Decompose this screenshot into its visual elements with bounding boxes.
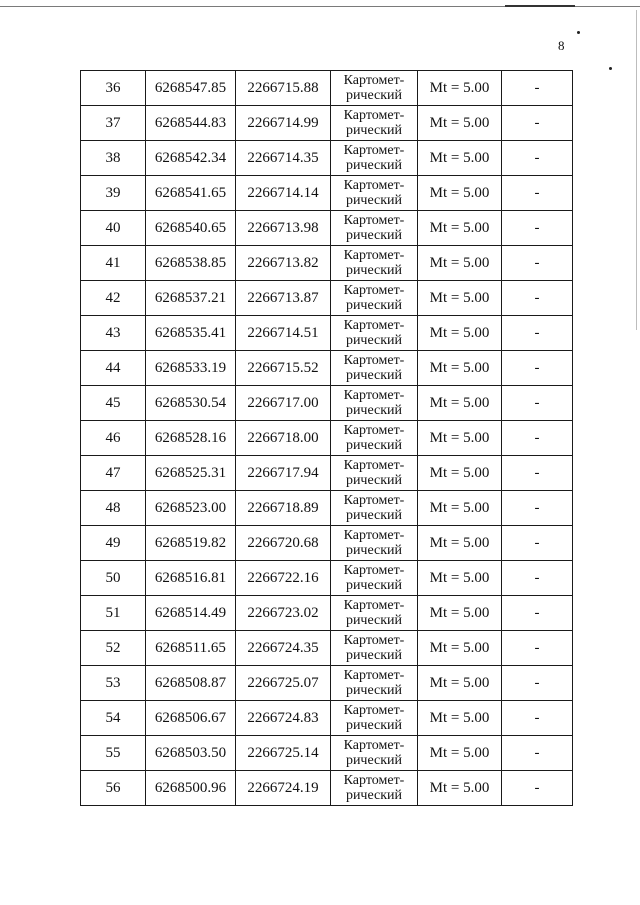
- point-number-cell: 53: [81, 666, 146, 701]
- point-number-cell: 46: [81, 421, 146, 456]
- table-row: [81, 421, 573, 456]
- table-row: [81, 316, 573, 351]
- accuracy-cell: Mt = 5.00: [418, 281, 502, 316]
- note-cell: -: [502, 246, 573, 281]
- point-number-cell: 50: [81, 561, 146, 596]
- accuracy-cell: Mt = 5.00: [418, 491, 502, 526]
- method-cell: [331, 386, 418, 421]
- scan-speck: [577, 31, 580, 34]
- method-line-2: рический: [345, 473, 403, 488]
- accuracy-cell: Mt = 5.00: [418, 631, 502, 666]
- y-coordinate-cell: 2266724.35: [236, 631, 331, 666]
- table-row: [81, 141, 573, 176]
- table-row: [81, 246, 573, 281]
- table-row: [81, 526, 573, 561]
- table-row: [81, 351, 573, 386]
- method-line-2: рический: [345, 333, 403, 348]
- accuracy-cell: Mt = 5.00: [418, 596, 502, 631]
- y-coordinate-cell: 2266715.88: [236, 71, 331, 106]
- x-coordinate-cell: 6268516.81: [146, 561, 236, 596]
- y-coordinate-cell: 2266715.52: [236, 351, 331, 386]
- table-row: [81, 561, 573, 596]
- note-cell: -: [502, 631, 573, 666]
- x-coordinate-cell: 6268538.85: [146, 246, 236, 281]
- x-coordinate-cell: 6268535.41: [146, 316, 236, 351]
- method-line-2: рический: [345, 263, 403, 278]
- x-coordinate-cell: 6268514.49: [146, 596, 236, 631]
- method-line-1: Картомет-: [343, 703, 405, 718]
- table-row: [81, 71, 573, 106]
- table-row: [81, 456, 573, 491]
- table-row: [81, 491, 573, 526]
- method-line-2: рический: [345, 508, 403, 523]
- method-cell: [331, 526, 418, 561]
- y-coordinate-cell: 2266714.35: [236, 141, 331, 176]
- accuracy-cell: Mt = 5.00: [418, 211, 502, 246]
- x-coordinate-cell: 6268511.65: [146, 631, 236, 666]
- method-cell: [331, 316, 418, 351]
- method-cell: [331, 421, 418, 456]
- method-line-1: Картомет-: [343, 318, 405, 333]
- method-line-2: рический: [345, 613, 403, 628]
- accuracy-cell: Mt = 5.00: [418, 736, 502, 771]
- x-coordinate-cell: 6268523.00: [146, 491, 236, 526]
- point-number-cell: 48: [81, 491, 146, 526]
- method-line-2: рический: [345, 158, 403, 173]
- table-row: [81, 211, 573, 246]
- method-line-1: Картомет-: [343, 213, 405, 228]
- x-coordinate-cell: 6268530.54: [146, 386, 236, 421]
- y-coordinate-cell: 2266717.00: [236, 386, 331, 421]
- method-line-2: рический: [345, 718, 403, 733]
- method-cell: [331, 281, 418, 316]
- method-cell: [331, 141, 418, 176]
- method-line-2: рический: [345, 438, 403, 453]
- note-cell: -: [502, 491, 573, 526]
- note-cell: -: [502, 421, 573, 456]
- method-line-2: рический: [345, 648, 403, 663]
- y-coordinate-cell: 2266723.02: [236, 596, 331, 631]
- method-cell: [331, 596, 418, 631]
- method-line-1: Картомет-: [343, 668, 405, 683]
- method-line-2: рический: [345, 123, 403, 138]
- y-coordinate-cell: 2266714.14: [236, 176, 331, 211]
- note-cell: -: [502, 386, 573, 421]
- scan-speck: [609, 67, 612, 70]
- table-row: [81, 176, 573, 211]
- y-coordinate-cell: 2266714.51: [236, 316, 331, 351]
- note-cell: -: [502, 561, 573, 596]
- method-cell: [331, 211, 418, 246]
- x-coordinate-cell: 6268508.87: [146, 666, 236, 701]
- y-coordinate-cell: 2266725.14: [236, 736, 331, 771]
- method-cell: [331, 666, 418, 701]
- y-coordinate-cell: 2266720.68: [236, 526, 331, 561]
- method-line-2: рический: [345, 368, 403, 383]
- point-number-cell: 49: [81, 526, 146, 561]
- point-number-cell: 41: [81, 246, 146, 281]
- method-line-2: рический: [345, 543, 403, 558]
- method-line-1: Картомет-: [343, 143, 405, 158]
- accuracy-cell: Mt = 5.00: [418, 316, 502, 351]
- method-line-2: рический: [345, 298, 403, 313]
- accuracy-cell: Mt = 5.00: [418, 666, 502, 701]
- method-cell: [331, 176, 418, 211]
- table-row: [81, 631, 573, 666]
- note-cell: -: [502, 176, 573, 211]
- method-line-1: Картомет-: [343, 423, 405, 438]
- x-coordinate-cell: 6268506.67: [146, 701, 236, 736]
- accuracy-cell: Mt = 5.00: [418, 561, 502, 596]
- note-cell: -: [502, 106, 573, 141]
- method-cell: [331, 456, 418, 491]
- method-line-1: Картомет-: [343, 388, 405, 403]
- note-cell: -: [502, 526, 573, 561]
- x-coordinate-cell: 6268500.96: [146, 771, 236, 806]
- note-cell: -: [502, 596, 573, 631]
- point-number-cell: 36: [81, 71, 146, 106]
- method-cell: [331, 631, 418, 666]
- method-line-1: Картомет-: [343, 738, 405, 753]
- point-number-cell: 42: [81, 281, 146, 316]
- accuracy-cell: Mt = 5.00: [418, 141, 502, 176]
- method-line-2: рический: [345, 88, 403, 103]
- accuracy-cell: Mt = 5.00: [418, 246, 502, 281]
- method-line-1: Картомет-: [343, 178, 405, 193]
- point-number-cell: 51: [81, 596, 146, 631]
- method-line-1: Картомет-: [343, 563, 405, 578]
- method-line-2: рический: [345, 193, 403, 208]
- method-cell: [331, 71, 418, 106]
- point-number-cell: 52: [81, 631, 146, 666]
- method-line-2: рический: [345, 228, 403, 243]
- accuracy-cell: Mt = 5.00: [418, 701, 502, 736]
- x-coordinate-cell: 6268503.50: [146, 736, 236, 771]
- page-number: 8: [558, 38, 565, 53]
- note-cell: -: [502, 316, 573, 351]
- note-cell: -: [502, 736, 573, 771]
- method-line-2: рический: [345, 788, 403, 803]
- accuracy-cell: Mt = 5.00: [418, 176, 502, 211]
- method-line-2: рический: [345, 578, 403, 593]
- table-row: [81, 281, 573, 316]
- method-line-1: Картомет-: [343, 633, 405, 648]
- table-row: [81, 736, 573, 771]
- accuracy-cell: Mt = 5.00: [418, 456, 502, 491]
- method-line-1: Картомет-: [343, 493, 405, 508]
- x-coordinate-cell: 6268533.19: [146, 351, 236, 386]
- note-cell: -: [502, 701, 573, 736]
- method-line-2: рический: [345, 753, 403, 768]
- table-row: [81, 386, 573, 421]
- method-cell: [331, 106, 418, 141]
- y-coordinate-cell: 2266724.83: [236, 701, 331, 736]
- point-number-cell: 37: [81, 106, 146, 141]
- x-coordinate-cell: 6268540.65: [146, 211, 236, 246]
- y-coordinate-cell: 2266718.89: [236, 491, 331, 526]
- point-number-cell: 47: [81, 456, 146, 491]
- y-coordinate-cell: 2266722.16: [236, 561, 331, 596]
- accuracy-cell: Mt = 5.00: [418, 351, 502, 386]
- method-line-1: Картомет-: [343, 283, 405, 298]
- table-row: [81, 666, 573, 701]
- note-cell: -: [502, 211, 573, 246]
- point-number-cell: 39: [81, 176, 146, 211]
- point-number-cell: 44: [81, 351, 146, 386]
- point-number-cell: 55: [81, 736, 146, 771]
- table-row: [81, 596, 573, 631]
- x-coordinate-cell: 6268541.65: [146, 176, 236, 211]
- x-coordinate-cell: 6268525.31: [146, 456, 236, 491]
- note-cell: -: [502, 666, 573, 701]
- x-coordinate-cell: 6268537.21: [146, 281, 236, 316]
- scan-edge-line: [636, 10, 637, 330]
- method-line-1: Картомет-: [343, 528, 405, 543]
- y-coordinate-cell: 2266714.99: [236, 106, 331, 141]
- accuracy-cell: Mt = 5.00: [418, 771, 502, 806]
- y-coordinate-cell: 2266717.94: [236, 456, 331, 491]
- note-cell: -: [502, 281, 573, 316]
- method-cell: [331, 491, 418, 526]
- accuracy-cell: Mt = 5.00: [418, 106, 502, 141]
- y-coordinate-cell: 2266713.82: [236, 246, 331, 281]
- point-number-cell: 43: [81, 316, 146, 351]
- method-cell: [331, 701, 418, 736]
- top-scan-mark: [505, 5, 575, 7]
- note-cell: -: [502, 456, 573, 491]
- method-cell: [331, 771, 418, 806]
- method-line-2: рический: [345, 683, 403, 698]
- method-line-1: Картомет-: [343, 353, 405, 368]
- table-row: [81, 106, 573, 141]
- x-coordinate-cell: 6268542.34: [146, 141, 236, 176]
- y-coordinate-cell: 2266718.00: [236, 421, 331, 456]
- method-cell: [331, 736, 418, 771]
- method-cell: [331, 561, 418, 596]
- accuracy-cell: Mt = 5.00: [418, 71, 502, 106]
- point-number-cell: 54: [81, 701, 146, 736]
- point-number-cell: 45: [81, 386, 146, 421]
- accuracy-cell: Mt = 5.00: [418, 421, 502, 456]
- accuracy-cell: Mt = 5.00: [418, 386, 502, 421]
- y-coordinate-cell: 2266713.87: [236, 281, 331, 316]
- coordinates-table-body: [81, 71, 573, 806]
- x-coordinate-cell: 6268519.82: [146, 526, 236, 561]
- x-coordinate-cell: 6268547.85: [146, 71, 236, 106]
- point-number-cell: 40: [81, 211, 146, 246]
- method-cell: [331, 246, 418, 281]
- y-coordinate-cell: 2266725.07: [236, 666, 331, 701]
- method-line-1: Картомет-: [343, 108, 405, 123]
- note-cell: -: [502, 771, 573, 806]
- method-line-1: Картомет-: [343, 458, 405, 473]
- table-row: [81, 771, 573, 806]
- method-line-2: рический: [345, 403, 403, 418]
- y-coordinate-cell: 2266713.98: [236, 211, 331, 246]
- x-coordinate-cell: 6268528.16: [146, 421, 236, 456]
- method-line-1: Картомет-: [343, 73, 405, 88]
- coordinates-table: [80, 70, 573, 806]
- table-row: [81, 701, 573, 736]
- x-coordinate-cell: 6268544.83: [146, 106, 236, 141]
- note-cell: -: [502, 351, 573, 386]
- note-cell: -: [502, 71, 573, 106]
- method-cell: [331, 351, 418, 386]
- method-line-1: Картомет-: [343, 248, 405, 263]
- accuracy-cell: Mt = 5.00: [418, 526, 502, 561]
- point-number-cell: 38: [81, 141, 146, 176]
- y-coordinate-cell: 2266724.19: [236, 771, 331, 806]
- method-line-1: Картомет-: [343, 773, 405, 788]
- note-cell: -: [502, 141, 573, 176]
- method-line-1: Картомет-: [343, 598, 405, 613]
- point-number-cell: 56: [81, 771, 146, 806]
